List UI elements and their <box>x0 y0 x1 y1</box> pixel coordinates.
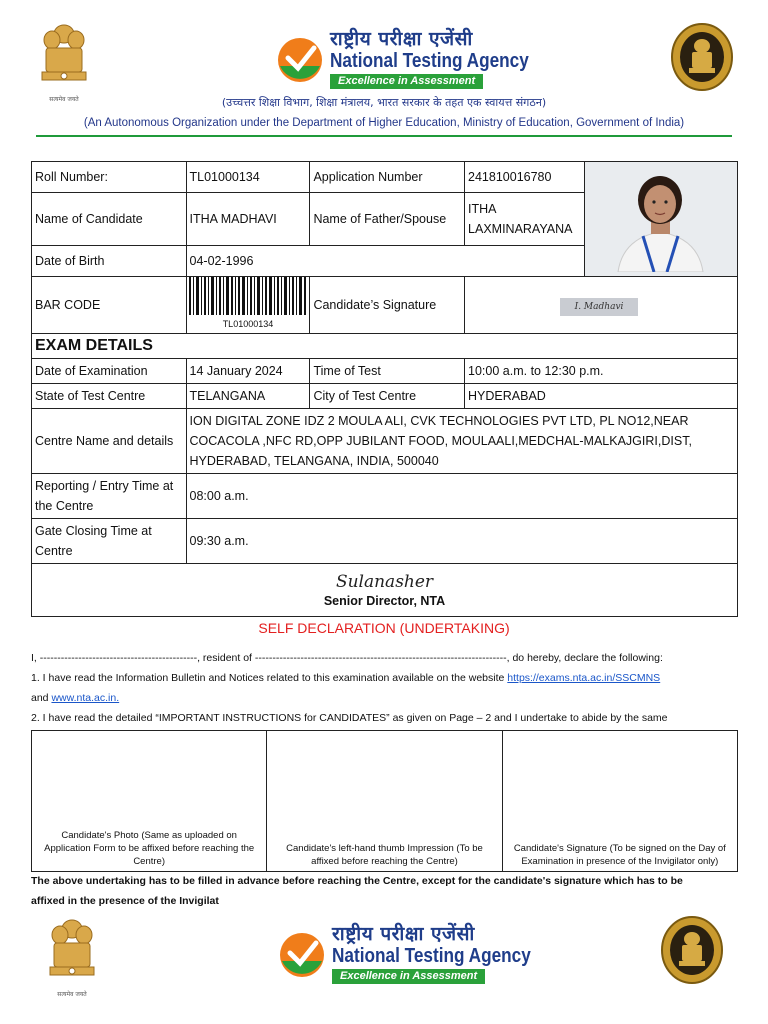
undertaking-note-line-2: affixed in the presence of the Invigilat <box>31 895 219 907</box>
undertaking-note-line-1: The above undertaking has to be filled in advance before reaching the Centre, except for the candidate's signature which has to be <box>31 875 683 887</box>
barcode <box>189 277 307 329</box>
roll-number-value: TL01000134 <box>186 162 310 193</box>
gold-seal-icon <box>670 22 734 92</box>
declaration-line-1: I, ---------------------------------------------, resident of ------------------------------------------------------------------------, do hereby, declare the following: <box>31 652 663 664</box>
footer-nta-logo <box>278 925 563 984</box>
declaration-title: SELF DECLARATION (UNDERTAKING) <box>258 620 510 636</box>
declaration-line-2-text: 1. I have read the Information Bulletin and Notices related to this examination available on the website <box>31 672 505 684</box>
footer-agency-name-english: National Testing Agency <box>332 945 531 967</box>
candidate-signature-image: I. Madhavi <box>560 298 638 316</box>
barcode-icon <box>189 277 307 315</box>
declaration-line-3-text: and <box>31 692 49 704</box>
gold-seal-icon <box>660 915 724 985</box>
ashoka-emblem-icon <box>36 20 92 92</box>
exam-website-link[interactable]: https://exams.nta.ac.in/SSCMNS <box>507 672 661 684</box>
reporting-time-label: Reporting / Entry Time at the Centre <box>32 474 187 519</box>
agency-name-hindi: राष्ट्रीय परीक्षा एजेंसी <box>330 28 473 50</box>
candidate-portrait-icon <box>588 166 733 272</box>
exam-date-value: 14 January 2024 <box>186 359 310 384</box>
centre-value: ION DIGITAL ZONE IDZ 2 MOULA ALI, CVK TECHNOLOGIES PVT LTD, PL NO12,NEAR COCACOLA ,NFC RD,OPP JUBILANT FOOD, MOULAALI,MEDCHAL-MALKAJGIRI,DIST, HYDERABAD, TELANGANA, INDIA, 500040 <box>186 409 738 474</box>
admit-card-table <box>31 161 738 617</box>
footer-agency-name-hindi: राष्ट्रीय परीक्षा एजेंसी <box>332 923 475 945</box>
footer-agency-tagline: Excellence in Assessment <box>332 969 485 984</box>
subtitle-hindi: (उच्चत्तर शिक्षा विभाग, शिक्षा मंत्रालय, भारत सरकार के तहत एक स्वायत्त संगठन) <box>221 96 547 109</box>
agency-name-english: National Testing Agency <box>330 50 529 72</box>
ashoka-emblem-icon <box>44 915 100 987</box>
roll-number-label: Roll Number: <box>32 162 187 193</box>
gate-closing-label: Gate Closing Time at Centre <box>32 519 187 564</box>
emblem-caption: सत्यमेव जयते <box>49 96 79 103</box>
header-divider <box>36 135 732 137</box>
thumb-impression-box: Candidate's left-hand thumb Impression (To be affixed before reaching the Centre) <box>267 731 502 872</box>
exam-time-value: 10:00 a.m. to 12:30 p.m. <box>465 359 738 384</box>
father-name-value: ITHA LAXMINARAYANA <box>465 193 585 246</box>
city-label: City of Test Centre <box>310 384 465 409</box>
exam-time-label: Time of Test <box>310 359 465 384</box>
nta-check-logo-icon <box>278 931 326 979</box>
barcode-text: TL01000134 <box>222 319 274 329</box>
candidate-name-label: Name of Candidate <box>32 193 187 246</box>
candidate-photo <box>584 162 737 277</box>
state-label: State of Test Centre <box>32 384 187 409</box>
application-number-label: Application Number <box>310 162 465 193</box>
footer-national-emblem <box>44 915 100 998</box>
exam-details-heading: EXAM DETAILS <box>32 334 738 359</box>
nta-check-logo-icon <box>276 36 324 84</box>
signature-box: Candidate's Signature (To be signed on the Day of Examination in presence of the Invigilator only) <box>502 731 737 872</box>
declaration-line-4: 2. I have read the detailed “IMPORTANT INSTRUCTIONS for CANDIDATES” as given on Page – 2 and I undertake to abide by the same <box>31 712 668 724</box>
undertaking-boxes <box>31 730 738 872</box>
exam-date-label: Date of Examination <box>32 359 187 384</box>
footer-nta-seal <box>660 915 724 990</box>
agency-tagline: Excellence in Assessment <box>330 74 483 89</box>
footer-emblem-caption: सत्यमेव जयते <box>57 991 87 998</box>
declaration-line-3 <box>31 692 119 704</box>
director-signature-cell <box>32 564 738 617</box>
gate-closing-value: 09:30 a.m. <box>186 519 738 564</box>
director-title: Senior Director, NTA <box>323 594 446 608</box>
barcode-cell <box>186 277 310 334</box>
centre-label: Centre Name and details <box>32 409 187 474</box>
nta-seal <box>670 22 734 97</box>
reporting-time-value: 08:00 a.m. <box>186 474 738 519</box>
state-value: TELANGANA <box>186 384 310 409</box>
nta-website-link[interactable]: www.nta.ac.in. <box>51 692 120 704</box>
dob-value: 04-02-1996 <box>186 246 584 277</box>
barcode-label: BAR CODE <box>32 277 187 334</box>
declaration-line-2 <box>31 672 660 684</box>
nta-logo <box>276 30 561 89</box>
father-name-label: Name of Father/Spouse <box>310 193 465 246</box>
national-emblem <box>36 20 92 103</box>
subtitle-english: (An Autonomous Organization under the Department of Higher Education, Ministry of Education, Government of India) <box>83 117 685 129</box>
candidate-signature-label: Candidate’s Signature <box>310 277 465 334</box>
dob-label: Date of Birth <box>32 246 187 277</box>
director-signature: Sulanasher <box>335 572 434 592</box>
candidate-name-value: ITHA MADHAVI <box>186 193 310 246</box>
candidate-signature-cell <box>465 277 738 334</box>
photo-box: Candidate's Photo (Same as uploaded on Application Form to be affixed before reaching the Centre) <box>32 731 267 872</box>
city-value: HYDERABAD <box>465 384 738 409</box>
application-number-value: 241810016780 <box>465 162 585 193</box>
